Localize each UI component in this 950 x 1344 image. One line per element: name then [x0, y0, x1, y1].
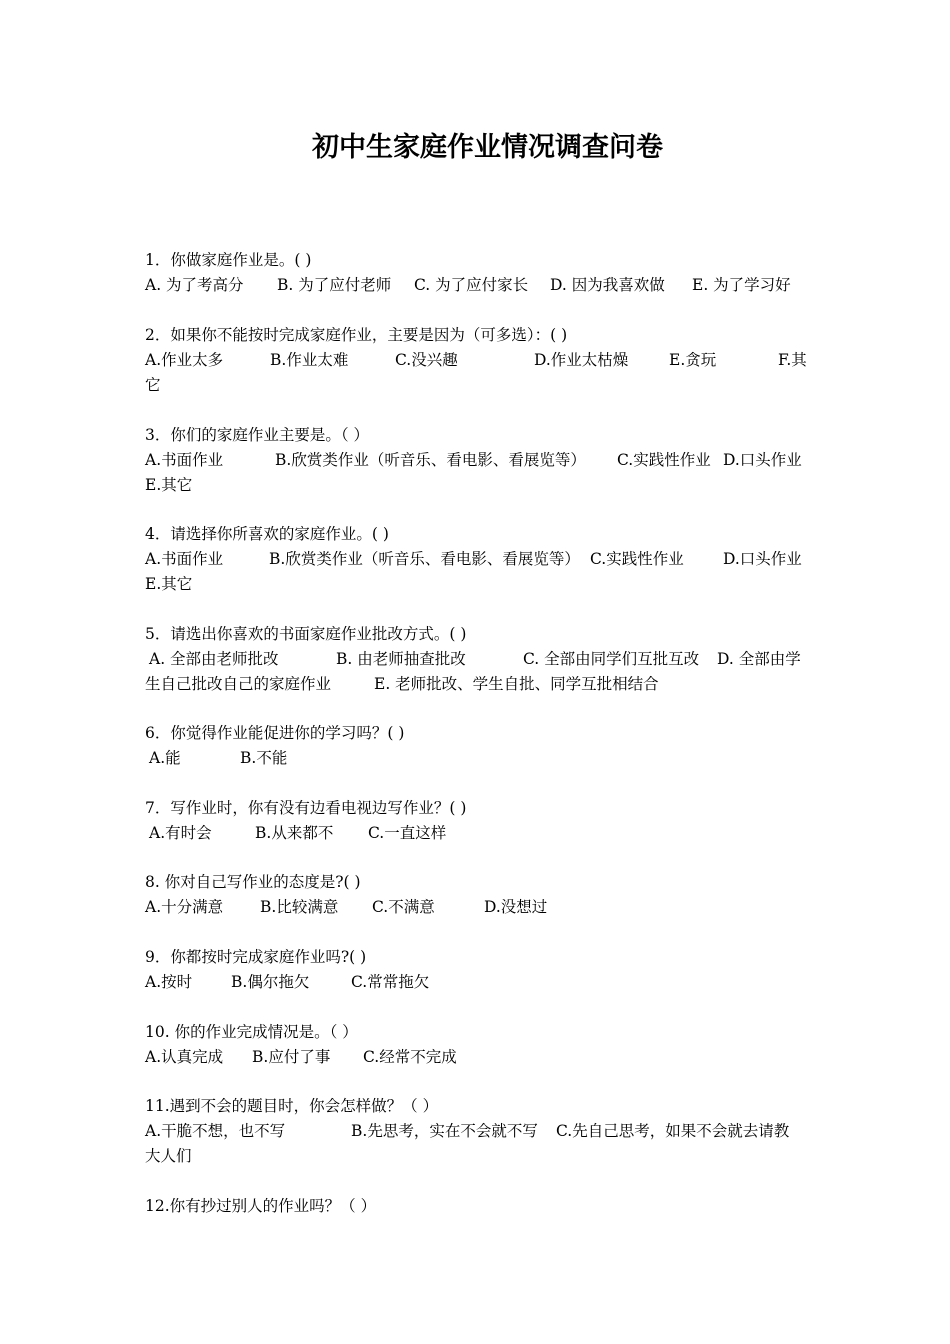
option-c: C.没兴趣: [395, 351, 458, 369]
option-a: A. 为了考高分: [145, 276, 244, 294]
option-c: C.一直这样: [368, 824, 447, 842]
question-2: 2．如果你不能按时完成家庭作业，主要是因为（可多选）：( ): [145, 326, 568, 344]
question-10-options: [145, 1045, 810, 1069]
option-d: D.作业太枯燥: [534, 351, 629, 369]
question-2-options: [145, 348, 810, 372]
option-e: E. 为了学习好: [692, 276, 791, 294]
option-b: B.作业太难: [270, 351, 349, 369]
option-d: D.口头作业: [723, 550, 802, 568]
question-11: 11.遇到不会的题目时，你会怎样做？（ ）: [145, 1097, 439, 1115]
question-6: 6．你觉得作业能促进你的学习吗？( ): [145, 724, 405, 742]
option-a: A. 全部由老师批改: [149, 650, 279, 668]
question-1-options: [145, 273, 810, 297]
option-c: C.不满意: [372, 898, 435, 916]
question-3-wrap: E.其它: [145, 476, 193, 494]
question-5: 5．请选出你喜欢的书面家庭作业批改方式。( ): [145, 625, 467, 643]
question-1: 1．你做家庭作业是。( ): [145, 251, 312, 269]
option-c: C.常常拖欠: [351, 973, 430, 991]
question-4-options: [145, 547, 810, 571]
question-6-options: [145, 746, 810, 770]
option-d: D.没想过: [484, 898, 548, 916]
option-a: A.干脆不想，也不写: [145, 1122, 286, 1140]
option-a: A.书面作业: [145, 550, 224, 568]
page-title: 初中生家庭作业情况调查问卷: [312, 132, 663, 163]
option-a: A.作业太多: [145, 351, 224, 369]
question-12: 12.你有抄过别人的作业吗？（ ）: [145, 1197, 377, 1215]
question-7: 7．写作业时，你有没有边看电视边写作业？( ): [145, 799, 467, 817]
question-3-options: [145, 448, 810, 472]
option-b: B. 由老师抽查批改: [336, 650, 466, 668]
option-c: C.经常不完成: [363, 1048, 457, 1066]
option-d: D. 全部由学: [717, 650, 801, 668]
question-9: 9．你都按时完成家庭作业吗?( ): [145, 948, 367, 966]
option-e: E. 老师批改、学生自批、同学互批相结合: [374, 675, 659, 693]
option-a: A.书面作业: [145, 451, 224, 469]
question-2-wrap: 它: [145, 376, 161, 394]
option-a: A.有时会: [149, 824, 212, 842]
option-d-continued: 生自己批改自己的家庭作业: [145, 675, 332, 693]
option-b: B. 为了应付老师: [277, 276, 392, 294]
option-e: E.贪玩: [669, 351, 717, 369]
question-10: 10. 你的作业完成情况是。（ ）: [145, 1023, 358, 1041]
question-11-options: [145, 1119, 810, 1143]
option-b: B.欣赏类作业（听音乐、看电影、看展览等）: [275, 451, 586, 469]
question-4-wrap: E.其它: [145, 575, 193, 593]
question-4: 4．请选择你所喜欢的家庭作业。( ): [145, 525, 389, 543]
question-7-options: [145, 821, 810, 845]
option-d: D.口头作业: [723, 451, 802, 469]
option-a: A.能: [149, 749, 181, 767]
option-b: B.先思考，实在不会就不写: [351, 1122, 538, 1140]
option-c: C.实践性作业: [617, 451, 711, 469]
option-b: B.从来都不: [255, 824, 334, 842]
question-8: 8. 你对自己写作业的态度是?( ): [145, 873, 361, 891]
option-f: F.其: [778, 351, 807, 369]
option-b: B.比较满意: [260, 898, 339, 916]
option-b: B.偶尔拖欠: [231, 973, 310, 991]
option-c: C.先自己思考，如果不会就去请教: [556, 1122, 790, 1140]
option-d: D. 因为我喜欢做: [550, 276, 665, 294]
question-5-wrap: [145, 672, 810, 696]
option-c: C. 为了应付家长: [414, 276, 529, 294]
option-b: B.应付了事: [252, 1048, 331, 1066]
question-9-options: [145, 970, 810, 994]
option-b: B.不能: [240, 749, 288, 767]
question-3: 3．你们的家庭作业主要是。（ ）: [145, 426, 370, 444]
option-b: B.欣赏类作业（听音乐、看电影、看展览等）: [269, 550, 580, 568]
option-a: A.十分满意: [145, 898, 224, 916]
option-c: C.实践性作业: [590, 550, 684, 568]
question-11-wrap: 大人们: [145, 1147, 192, 1165]
option-c: C. 全部由同学们互批互改: [523, 650, 700, 668]
question-8-options: [145, 895, 810, 919]
question-5-options: [145, 647, 810, 671]
option-a: A.认真完成: [145, 1048, 224, 1066]
option-a: A.按时: [145, 973, 193, 991]
